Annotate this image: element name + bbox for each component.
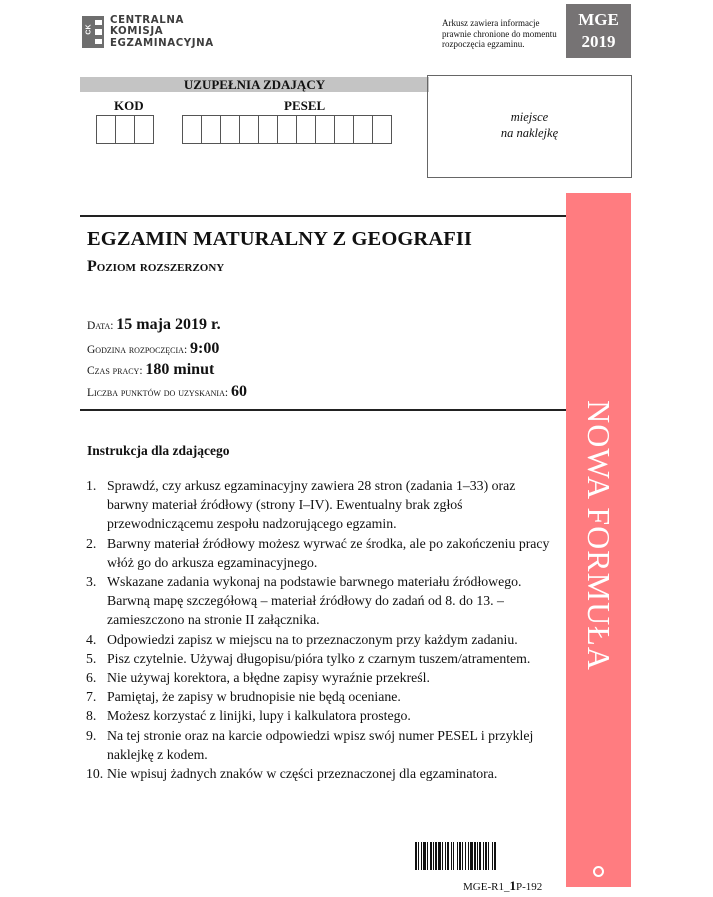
instruction-item: 4. Odpowiedzi zapisz w miejscu na to przeznaczonym przy każdym zadaniu. [86, 631, 518, 647]
instruction-item: 8. Możesz korzystać z linijki, lupy i kalkulatora prostego. [86, 708, 411, 724]
instruction-item: 5. Pisz czytelnie. Używaj długopisu/pióra tylko z czarnym tuszem/atramentem. [86, 650, 531, 666]
instruction-item: 10. Nie wpisuj żadnych znaków w części przeznaczonej dla egzaminatora. [86, 766, 498, 782]
instruction-item: 3. Wskazane zadania wykonaj na podstawie barwnego materiału źródłowego. Barwną mapę szczegółową – materiał źródłowy do zadań od 8. do 13. – zamieszczono na stronie II załącznika. [86, 574, 522, 628]
pesel-digit-box[interactable] [201, 115, 221, 144]
pesel-digit-box[interactable] [334, 115, 354, 144]
exam-duration: Czas pracy: 180 minut [87, 361, 215, 378]
candidate-section-heading: UZUPEŁNIA ZDAJĄCY [80, 77, 429, 92]
exam-year: 2019 [581, 32, 616, 51]
exam-points: Liczba punktów do uzyskania: 60 [87, 383, 247, 400]
exam-code-box [566, 4, 631, 58]
confidentiality-notice: Arkusz zawiera informacje prawnie chronione do momentu rozpoczęcia egzaminu. [442, 18, 557, 49]
barcode [415, 842, 553, 870]
exam-start-time: Godzina rozpoczęcia: 9:00 [87, 340, 220, 357]
cke-logo-icon: CK [82, 16, 104, 48]
pesel-digit-box[interactable] [220, 115, 240, 144]
pesel-digit-box[interactable] [239, 115, 259, 144]
instructions-list [86, 476, 556, 783]
sheet-code: MGE-R1_1P-192 [463, 878, 543, 893]
instructions-heading: Instrukcja dla zdającego [87, 443, 230, 458]
instruction-item: 6. Nie używaj korektora, a błędne zapisy wyraźnie przekreśl. [86, 670, 430, 686]
kod-digit-box[interactable] [96, 115, 116, 144]
instruction-item: 9. Na tej stronie oraz na karcie odpowiedzi wpisz swój numer PESEL i przyklej naklejkę z kodem. [86, 727, 534, 762]
exam-level: Poziom rozszerzony [87, 258, 225, 275]
divider-bottom [80, 409, 567, 411]
pesel-digit-box[interactable] [182, 115, 202, 144]
instruction-item: 2. Barwny materiał źródłowy możesz wyrwać ze środka, ale po zakończeniu pracy włóż go do arkusza egzaminacyjnego. [86, 535, 550, 570]
divider-top [80, 215, 567, 217]
pesel-digit-box[interactable] [258, 115, 278, 144]
exam-date: Data: 15 maja 2019 r. [87, 316, 221, 333]
pesel-digit-box[interactable] [315, 115, 335, 144]
sticker-area: miejsce na naklejkę [427, 75, 632, 178]
pesel-label: PESEL [284, 98, 326, 113]
pesel-digit-box[interactable] [277, 115, 297, 144]
pesel-input[interactable] [182, 115, 391, 144]
instruction-item: 1. Sprawdź, czy arkusz egzaminacyjny zawiera 28 stron (zadania 1–33) oraz barwny materiał źródłowy (strony I–IV). Ewentualny brak zgłoś przewodniczącemu zespołu nadzorującego egzamin. [86, 478, 516, 532]
side-banner-text: NOWA FORMUŁA [581, 399, 617, 671]
cke-logo-text: CENTRALNA KOMISJA EGZAMINACYJNA [110, 14, 214, 49]
circle-icon [593, 866, 604, 877]
exam-code: MGE [578, 10, 619, 29]
kod-digit-box[interactable] [115, 115, 135, 144]
pesel-digit-box[interactable] [372, 115, 392, 144]
kod-digit-box[interactable] [134, 115, 154, 144]
exam-title: EGZAMIN MATURALNY Z GEOGRAFII [87, 228, 473, 250]
pesel-digit-box[interactable] [296, 115, 316, 144]
instruction-item: 7. Pamiętaj, że zapisy w brudnopisie nie będą oceniane. [86, 689, 401, 705]
kod-label: KOD [114, 98, 144, 113]
kod-input[interactable] [96, 115, 153, 144]
cke-logo [82, 15, 214, 49]
pesel-digit-box[interactable] [353, 115, 373, 144]
